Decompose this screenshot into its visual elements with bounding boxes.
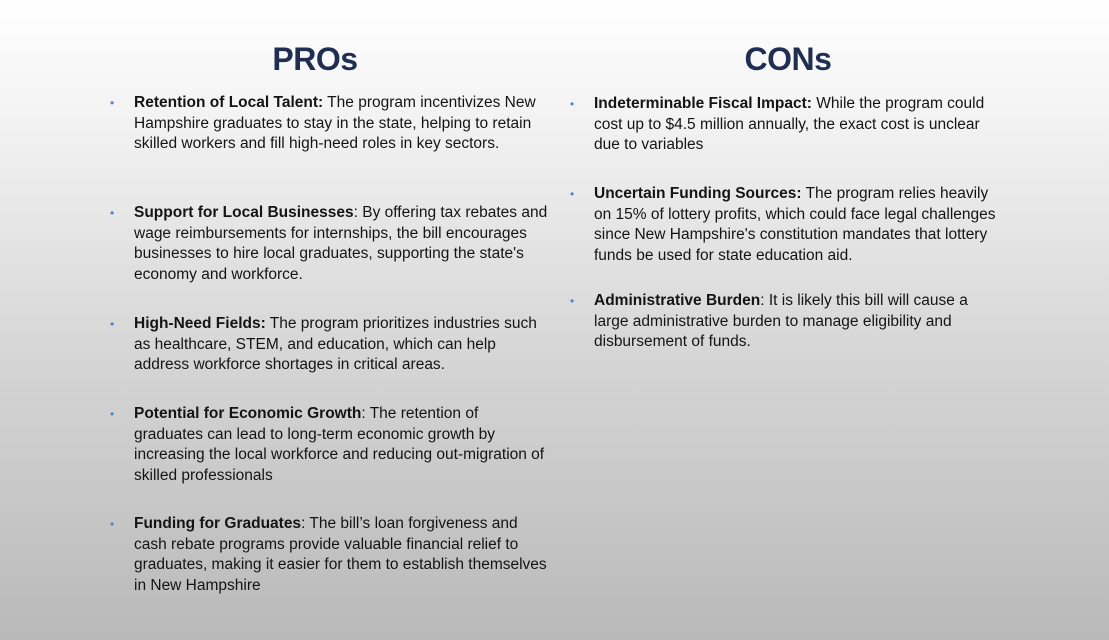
pros-item-text: : The retention of graduates can lead to long-term economic growth by increasing the local workforce and reducing out-migration of skilled professionals: [134, 405, 545, 484]
pros-item-term: Potential for Economic Growth: [134, 405, 362, 422]
bullet-icon: •: [570, 187, 575, 201]
pros-item-text: The program prioritizes industries such as healthcare, STEM, and education, which can help address workforce shortages in critical areas.: [134, 315, 537, 373]
cons-item-term: Administrative Burden: [594, 292, 761, 309]
pros-item-text: : By offering tax rebates and wage reimbursements for internships, the bill encourages businesses to hire local graduates, supporting the state's economy and workforce.: [134, 204, 548, 283]
cons-item-text: While the program could cost up to $4.5 million annually, the exact cost is unclear due to variables: [594, 95, 985, 153]
bullet-icon: •: [110, 517, 115, 531]
pros-item-term: Support for Local Businesses: [134, 204, 354, 221]
cons-title: CONs: [744, 41, 832, 77]
bullet-icon: •: [570, 97, 575, 111]
cons-item-administrative-burden: [570, 291, 1000, 353]
pros-title: PROs: [272, 41, 358, 77]
pros-item-term: Retention of Local Talent:: [134, 94, 324, 111]
bullet-icon: •: [110, 206, 115, 220]
bullet-icon: •: [110, 317, 115, 331]
pros-item-funding-graduates: [110, 514, 550, 596]
cons-item-text: The program relies heavily on 15% of lottery profits, which could face legal challenges since New Hampshire's constitution mandates that lottery funds be used for state education aid.: [594, 185, 996, 264]
pros-item-retention: [110, 93, 550, 155]
pros-item-term: High-Need Fields:: [134, 315, 266, 332]
pros-item-local-businesses: [110, 203, 550, 285]
pros-item-text: : The bill’s loan forgiveness and cash rebate programs provide valuable financial relief to graduates, making it easier for them to establish themselves in New Hampshire: [134, 515, 547, 594]
cons-item-term: Uncertain Funding Sources:: [594, 185, 802, 202]
bullet-icon: •: [570, 294, 575, 308]
bullet-icon: •: [110, 407, 115, 421]
cons-item-text: : It is likely this bill will cause a large administrative burden to manage eligibility and disbursement of funds.: [594, 292, 968, 350]
cons-item-fiscal-impact: [570, 94, 1000, 156]
cons-item-term: Indeterminable Fiscal Impact:: [594, 95, 812, 112]
bullet-icon: •: [110, 96, 115, 110]
pros-item-high-need-fields: [110, 314, 550, 376]
pros-item-text: The program incentivizes New Hampshire graduates to stay in the state, helping to retain skilled workers and fill high-need roles in key sectors.: [134, 94, 536, 152]
cons-item-funding-sources: [570, 184, 1000, 266]
pros-item-term: Funding for Graduates: [134, 515, 302, 532]
pros-item-economic-growth: [110, 404, 550, 486]
